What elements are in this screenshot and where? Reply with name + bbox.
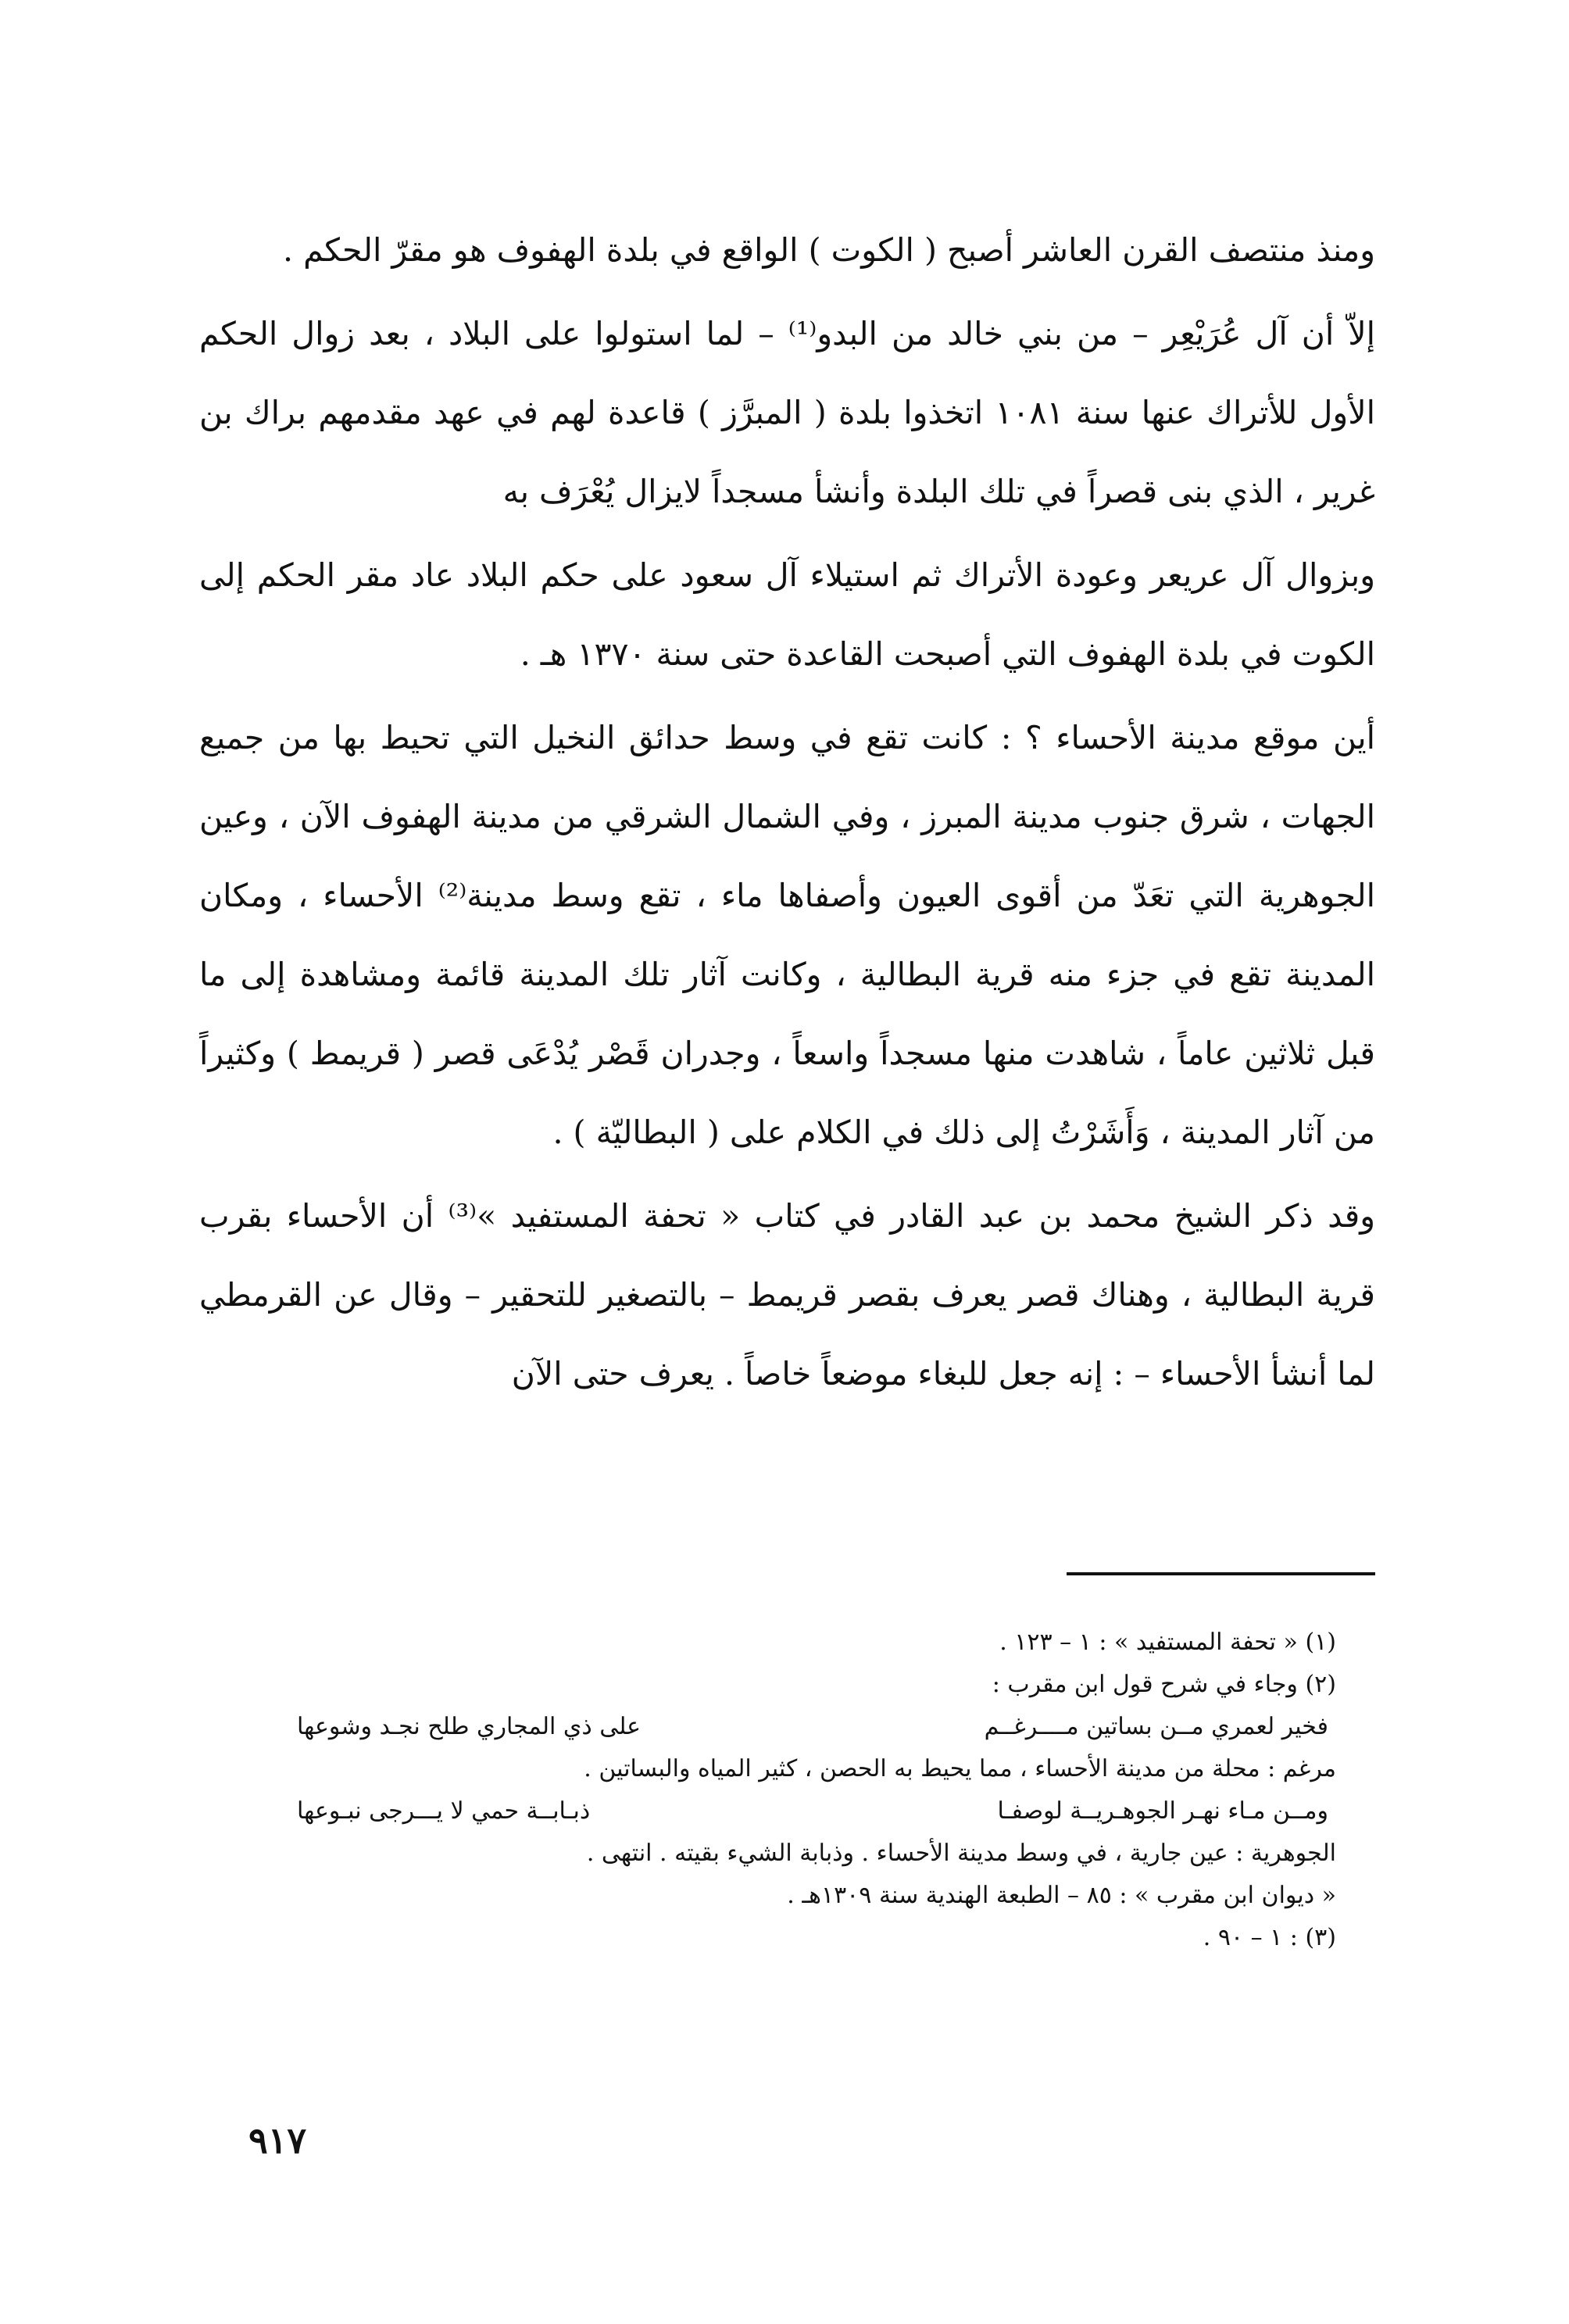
verse-2	[297, 1790, 1336, 1832]
main-text	[199, 211, 1375, 1418]
footnote-source: « ديوان ابن مقرب » : ٨٥ – الطبعة الهندية سنة ١٣٠٩هـ .	[787, 1882, 1336, 1909]
verse-1-gloss: مرغم : محلة من مدينة الأحساء ، مما يحيط به الحصن ، كثير المياه والبساتين .	[584, 1755, 1336, 1782]
footnote-separator	[1067, 1572, 1375, 1575]
footnotes	[297, 1621, 1336, 1959]
verse-2-second-hemistich: ذبـابــة حمي لا يـــرجى نبـوعها	[297, 1797, 591, 1825]
verse-2-first-hemistich: ومــن مـاء نهـر الجوهـريــة لوصفـا	[997, 1797, 1328, 1825]
footnote-2: (٢) وجاء في شرح قول ابن مقرب :	[992, 1671, 1336, 1698]
footnote-1: (١) « تحفة المستفيد » : ١ – ١٢٣ .	[999, 1629, 1336, 1656]
paragraph-3: وبزوال آل عريعر وعودة الأتراك ثم استيلاء آل سعود على حكم البلاد عاد مقر الحكم إلى الكوت في بلدة الهفوف التي أصبحت القاعدة حتى سنة ١٣٧٠ هـ .	[199, 556, 1375, 673]
page-number: ٩١٧	[248, 2119, 307, 2161]
paragraph-1: ومنذ منتصف القرن العاشر أصبح ( الكوت ) الواقع في بلدة الهفوف هو مقرّ الحكم .	[283, 231, 1375, 269]
paragraph-2: إلاّ أن آل عُرَيْعِر – من بني خالد من البدو⁽¹⁾ – لما استولوا على البلاد ، بعد زوال الحكم الأول للأتراك عنها سنة ١٠٨١ اتخذوا بلدة ( المبرَّز ) قاعدة لهم في عهد مقدمهم براك بن غرير ، الذي بنى قصراً في تلك البلدة وأنشأ مسجداً لايزال يُعْرَف به	[199, 315, 1375, 510]
paragraph-4: أين موقع مدينة الأحساء ؟ : كانت تقع في وسط حدائق النخيل التي تحيط بها من جميع الجهات ، شرق جنوب مدينة المبرز ، وفي الشمال الشرقي من مدينة الهفوف الآن ، وعين الجوهرية التي تعَدّ من أقوى العيون وأصفاها ماء ، تقع وسط مدينة⁽²⁾ الأحساء ، ومكان المدينة تقع في جزء منه قرية البطالية ، وكانت آثار تلك المدينة قائمة ومشاهدة إلى ما قبل ثلاثين عاماً ، شاهدت منها مسجداً واسعاً ، وجدران قَصْر يُدْعَى قصر ( قريمط ) وكثيراً من آثار المدينة ، وَأَشَرْتُ إلى ذلك في الكلام على ( البطاليّة ) .	[199, 719, 1375, 1151]
verse-1	[297, 1706, 1336, 1748]
paragraph-5: وقد ذكر الشيخ محمد بن عبد القادر في كتاب « تحفة المستفيد »⁽³⁾ أن الأحساء بقرب قرية البطالية ، وهناك قصر يعرف بقصر قريمط – بالتصغير للتحقير – وقال عن القرمطي لما أنشأ الأحساء – : إنه جعل للبغاء موضعاً خاصاً . يعرف حتى الآن	[199, 1197, 1375, 1393]
verse-2-gloss: الجوهرية : عين جارية ، في وسط مدينة الأحساء . وذبابة الشيء بقيته . انتهى .	[586, 1840, 1336, 1867]
verse-1-second-hemistich: على ذي المجاري طلح نجـد وشوعها	[297, 1713, 642, 1740]
verse-1-first-hemistich: فخير لعمري مــن بساتين مــــرغــم	[984, 1713, 1328, 1740]
footnote-3: (٣) : ١ – ٩٠ .	[1203, 1924, 1336, 1951]
